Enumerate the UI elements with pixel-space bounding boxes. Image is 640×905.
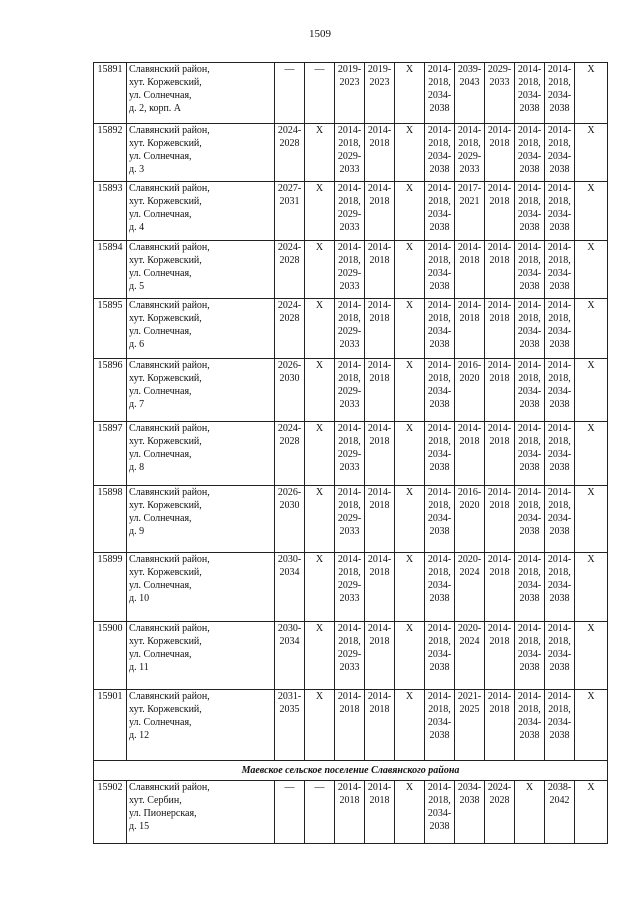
register-table xyxy=(93,62,608,844)
period-cell: X xyxy=(395,422,425,486)
table-row xyxy=(94,359,608,422)
row-number: 15901 xyxy=(94,690,127,761)
address-line: хут. Коржевский, xyxy=(129,138,202,149)
address-line: д. 10 xyxy=(129,593,150,604)
period-cell: X xyxy=(305,241,335,299)
address-cell xyxy=(127,553,275,622)
period-cell: X xyxy=(395,299,425,359)
address-line: д. 4 xyxy=(129,222,145,233)
period-cell: 2014- 2018, 2034- 2038 xyxy=(515,422,545,486)
period-cell: 2014- 2018, 2034- 2038 xyxy=(425,486,455,553)
period-cell: 2014- 2018, 2029- 2033 xyxy=(335,486,365,553)
row-number: 15893 xyxy=(94,182,127,241)
period-cell: 2014- 2018 xyxy=(365,182,395,241)
period-cell: 2014- 2018 xyxy=(335,690,365,761)
period-cell: 2014- 2018 xyxy=(485,690,515,761)
period-cell: X xyxy=(575,124,608,182)
period-cell: 2014- 2018 xyxy=(485,241,515,299)
address-cell xyxy=(127,622,275,690)
period-cell: 2031- 2035 xyxy=(275,690,305,761)
table-row xyxy=(94,690,608,761)
period-cell: 2014- 2018 xyxy=(485,553,515,622)
address-cell xyxy=(127,182,275,241)
period-cell: X xyxy=(395,622,425,690)
period-cell: X xyxy=(515,781,545,844)
address-line: хут. Коржевский, xyxy=(129,704,202,715)
address-line: Славянский район, xyxy=(129,423,210,434)
address-line: ул. Солнечная, xyxy=(129,580,192,591)
period-cell: X xyxy=(575,422,608,486)
address-line: Славянский район, xyxy=(129,554,210,565)
period-cell: 2014- 2018, 2034- 2038 xyxy=(515,182,545,241)
period-cell: 2038- 2042 xyxy=(545,781,575,844)
row-number: 15897 xyxy=(94,422,127,486)
row-number: 15895 xyxy=(94,299,127,359)
period-cell: 2026- 2030 xyxy=(275,486,305,553)
address-line: Славянский район, xyxy=(129,300,210,311)
period-cell: 2014- 2018, 2034- 2038 xyxy=(545,622,575,690)
period-cell: 2014- 2018 xyxy=(485,124,515,182)
period-cell: 2020- 2024 xyxy=(455,622,485,690)
row-number: 15892 xyxy=(94,124,127,182)
address-line: хут. Коржевский, xyxy=(129,567,202,578)
period-cell: 2027- 2031 xyxy=(275,182,305,241)
period-cell: 2024- 2028 xyxy=(275,299,305,359)
period-cell: X xyxy=(395,63,425,124)
row-number: 15898 xyxy=(94,486,127,553)
period-cell: 2014- 2018 xyxy=(485,359,515,422)
period-cell: 2016- 2020 xyxy=(455,486,485,553)
period-cell: X xyxy=(305,299,335,359)
period-cell: 2014- 2018, 2034- 2038 xyxy=(545,63,575,124)
table-row xyxy=(94,422,608,486)
period-cell: 2026- 2030 xyxy=(275,359,305,422)
row-number: 15902 xyxy=(94,781,127,844)
section-row xyxy=(94,761,608,781)
period-cell: 2039- 2043 xyxy=(455,63,485,124)
row-number: 15896 xyxy=(94,359,127,422)
address-line: Славянский район, xyxy=(129,782,210,793)
section-title: Маевское сельское поселение Славянского района xyxy=(94,761,608,781)
row-number: 15900 xyxy=(94,622,127,690)
period-cell: X xyxy=(575,486,608,553)
address-cell xyxy=(127,63,275,124)
address-line: Славянский район, xyxy=(129,360,210,371)
address-line: д. 12 xyxy=(129,730,150,741)
period-cell: 2014- 2018, 2034- 2038 xyxy=(545,486,575,553)
address-line: д. 3 xyxy=(129,164,145,175)
period-cell: X xyxy=(575,63,608,124)
period-cell: 2014- 2018, 2034- 2038 xyxy=(545,124,575,182)
table-row xyxy=(94,622,608,690)
address-cell xyxy=(127,241,275,299)
period-cell: — xyxy=(275,63,305,124)
period-cell: 2016- 2020 xyxy=(455,359,485,422)
address-line: хут. Коржевский, xyxy=(129,373,202,384)
period-cell: 2014- 2018, 2034- 2038 xyxy=(545,690,575,761)
period-cell: 2030- 2034 xyxy=(275,622,305,690)
period-cell: 2014- 2018, 2029- 2033 xyxy=(455,124,485,182)
period-cell: 2014- 2018, 2034- 2038 xyxy=(515,553,545,622)
period-cell: 2014- 2018, 2029- 2033 xyxy=(335,622,365,690)
period-cell: 2014- 2018, 2034- 2038 xyxy=(515,359,545,422)
period-cell: X xyxy=(305,486,335,553)
period-cell: 2029- 2033 xyxy=(485,63,515,124)
period-cell: 2014- 2018, 2034- 2038 xyxy=(425,690,455,761)
table-row xyxy=(94,124,608,182)
period-cell: X xyxy=(575,553,608,622)
period-cell: 2014- 2018, 2034- 2038 xyxy=(545,553,575,622)
row-number: 15899 xyxy=(94,553,127,622)
period-cell: X xyxy=(395,359,425,422)
period-cell: 2014- 2018, 2034- 2038 xyxy=(425,553,455,622)
period-cell: 2014- 2018 xyxy=(365,622,395,690)
period-cell: 2014- 2018 xyxy=(365,553,395,622)
period-cell: 2014- 2018 xyxy=(365,422,395,486)
period-cell: X xyxy=(305,124,335,182)
address-line: Славянский район, xyxy=(129,623,210,634)
address-line: д. 7 xyxy=(129,399,145,410)
table-row xyxy=(94,553,608,622)
period-cell: X xyxy=(395,781,425,844)
period-cell: — xyxy=(275,781,305,844)
address-line: ул. Солнечная, xyxy=(129,209,192,220)
address-line: д. 2, корп. А xyxy=(129,103,182,114)
period-cell: 2014- 2018, 2034- 2038 xyxy=(425,299,455,359)
period-cell: 2014- 2018 xyxy=(365,241,395,299)
period-cell: 2014- 2018 xyxy=(365,781,395,844)
address-line: хут. Коржевский, xyxy=(129,436,202,447)
address-line: ул. Солнечная, xyxy=(129,386,192,397)
period-cell: X xyxy=(305,553,335,622)
address-line: ул. Солнечная, xyxy=(129,90,192,101)
row-number: 15891 xyxy=(94,63,127,124)
period-cell: X xyxy=(305,622,335,690)
period-cell: 2014- 2018, 2029- 2033 xyxy=(335,359,365,422)
period-cell: 2014- 2018 xyxy=(455,299,485,359)
period-cell: X xyxy=(575,241,608,299)
period-cell: 2014- 2018 xyxy=(485,422,515,486)
period-cell: 2030- 2034 xyxy=(275,553,305,622)
period-cell: 2024- 2028 xyxy=(485,781,515,844)
address-line: д. 6 xyxy=(129,339,145,350)
period-cell: 2014- 2018, 2034- 2038 xyxy=(425,63,455,124)
address-line: Славянский район, xyxy=(129,487,210,498)
address-line: хут. Коржевский, xyxy=(129,255,202,266)
period-cell: 2014- 2018, 2034- 2038 xyxy=(425,182,455,241)
row-number: 15894 xyxy=(94,241,127,299)
period-cell: 2014- 2018, 2029- 2033 xyxy=(335,241,365,299)
address-line: д. 15 xyxy=(129,821,150,832)
table-row xyxy=(94,486,608,553)
period-cell: X xyxy=(395,241,425,299)
address-line: ул. Солнечная, xyxy=(129,449,192,460)
address-line: хут. Коржевский, xyxy=(129,313,202,324)
address-cell xyxy=(127,422,275,486)
address-line: хут. Коржевский, xyxy=(129,77,202,88)
period-cell: 2014- 2018 xyxy=(485,486,515,553)
period-cell: X xyxy=(575,182,608,241)
period-cell: 2017- 2021 xyxy=(455,182,485,241)
period-cell: 2014- 2018 xyxy=(365,299,395,359)
table-row xyxy=(94,781,608,844)
period-cell: 2014- 2018, 2034- 2038 xyxy=(515,299,545,359)
period-cell: 2014- 2018, 2034- 2038 xyxy=(545,241,575,299)
period-cell: X xyxy=(575,622,608,690)
period-cell: X xyxy=(575,781,608,844)
period-cell: 2014- 2018 xyxy=(455,422,485,486)
period-cell: X xyxy=(305,359,335,422)
address-line: хут. Сербин, xyxy=(129,795,182,806)
address-line: Славянский район, xyxy=(129,125,210,136)
period-cell: 2014- 2018 xyxy=(335,781,365,844)
address-line: д. 5 xyxy=(129,281,145,292)
period-cell: 2014- 2018 xyxy=(365,359,395,422)
period-cell: 2024- 2028 xyxy=(275,241,305,299)
period-cell: 2014- 2018, 2034- 2038 xyxy=(425,241,455,299)
period-cell: X xyxy=(395,690,425,761)
address-line: д. 8 xyxy=(129,462,145,473)
address-line: ул. Пионерская, xyxy=(129,808,197,819)
address-line: ул. Солнечная, xyxy=(129,649,192,660)
period-cell: 2021- 2025 xyxy=(455,690,485,761)
table-row xyxy=(94,241,608,299)
period-cell: 2014- 2018, 2029- 2033 xyxy=(335,124,365,182)
period-cell: 2014- 2018, 2034- 2038 xyxy=(515,63,545,124)
period-cell: 2014- 2018, 2029- 2033 xyxy=(335,422,365,486)
period-cell: 2014- 2018, 2034- 2038 xyxy=(515,486,545,553)
period-cell: 2014- 2018, 2034- 2038 xyxy=(515,241,545,299)
period-cell: 2034- 2038 xyxy=(455,781,485,844)
period-cell: X xyxy=(305,690,335,761)
period-cell: 2014- 2018, 2034- 2038 xyxy=(545,182,575,241)
period-cell: 2014- 2018, 2034- 2038 xyxy=(425,422,455,486)
period-cell: X xyxy=(395,553,425,622)
period-cell: 2014- 2018, 2034- 2038 xyxy=(515,690,545,761)
period-cell: 2014- 2018, 2029- 2033 xyxy=(335,299,365,359)
period-cell: X xyxy=(305,182,335,241)
period-cell: 2014- 2018, 2034- 2038 xyxy=(425,781,455,844)
period-cell: 2014- 2018 xyxy=(485,299,515,359)
period-cell: 2019- 2023 xyxy=(335,63,365,124)
address-cell xyxy=(127,124,275,182)
period-cell: X xyxy=(395,182,425,241)
address-cell xyxy=(127,299,275,359)
period-cell: 2014- 2018, 2034- 2038 xyxy=(425,359,455,422)
period-cell: — xyxy=(305,781,335,844)
address-line: Славянский район, xyxy=(129,691,210,702)
period-cell: 2014- 2018 xyxy=(365,690,395,761)
address-line: Славянский район, xyxy=(129,183,210,194)
period-cell: 2014- 2018, 2034- 2038 xyxy=(425,124,455,182)
address-line: ул. Солнечная, xyxy=(129,268,192,279)
period-cell: 2020- 2024 xyxy=(455,553,485,622)
address-line: ул. Солнечная, xyxy=(129,717,192,728)
address-cell xyxy=(127,690,275,761)
address-line: хут. Коржевский, xyxy=(129,196,202,207)
address-line: ул. Солнечная, xyxy=(129,326,192,337)
period-cell: 2014- 2018, 2034- 2038 xyxy=(545,359,575,422)
address-line: д. 9 xyxy=(129,526,145,537)
period-cell: X xyxy=(575,690,608,761)
period-cell: 2014- 2018 xyxy=(485,622,515,690)
address-cell xyxy=(127,486,275,553)
period-cell: 2014- 2018 xyxy=(455,241,485,299)
address-line: Славянский район, xyxy=(129,64,210,75)
address-cell xyxy=(127,781,275,844)
period-cell: X xyxy=(395,486,425,553)
period-cell: 2014- 2018 xyxy=(485,182,515,241)
address-line: хут. Коржевский, xyxy=(129,500,202,511)
period-cell: — xyxy=(305,63,335,124)
period-cell: 2014- 2018 xyxy=(365,124,395,182)
address-line: ул. Солнечная, xyxy=(129,513,192,524)
table-row xyxy=(94,299,608,359)
period-cell: 2014- 2018, 2029- 2033 xyxy=(335,553,365,622)
period-cell: 2014- 2018 xyxy=(365,486,395,553)
page-number: 1509 xyxy=(309,28,331,40)
address-line: Славянский район, xyxy=(129,242,210,253)
period-cell: X xyxy=(305,422,335,486)
address-line: хут. Коржевский, xyxy=(129,636,202,647)
table-row xyxy=(94,63,608,124)
address-cell xyxy=(127,359,275,422)
period-cell: 2014- 2018, 2029- 2033 xyxy=(335,182,365,241)
period-cell: 2014- 2018, 2034- 2038 xyxy=(425,622,455,690)
period-cell: 2014- 2018, 2034- 2038 xyxy=(545,422,575,486)
address-line: д. 11 xyxy=(129,662,149,673)
period-cell: 2024- 2028 xyxy=(275,124,305,182)
period-cell: 2019- 2023 xyxy=(365,63,395,124)
address-line: ул. Солнечная, xyxy=(129,151,192,162)
period-cell: 2014- 2018, 2034- 2038 xyxy=(515,622,545,690)
period-cell: 2014- 2018, 2034- 2038 xyxy=(545,299,575,359)
period-cell: 2024- 2028 xyxy=(275,422,305,486)
period-cell: X xyxy=(575,359,608,422)
period-cell: X xyxy=(395,124,425,182)
table-row xyxy=(94,182,608,241)
period-cell: 2014- 2018, 2034- 2038 xyxy=(515,124,545,182)
period-cell: X xyxy=(575,299,608,359)
